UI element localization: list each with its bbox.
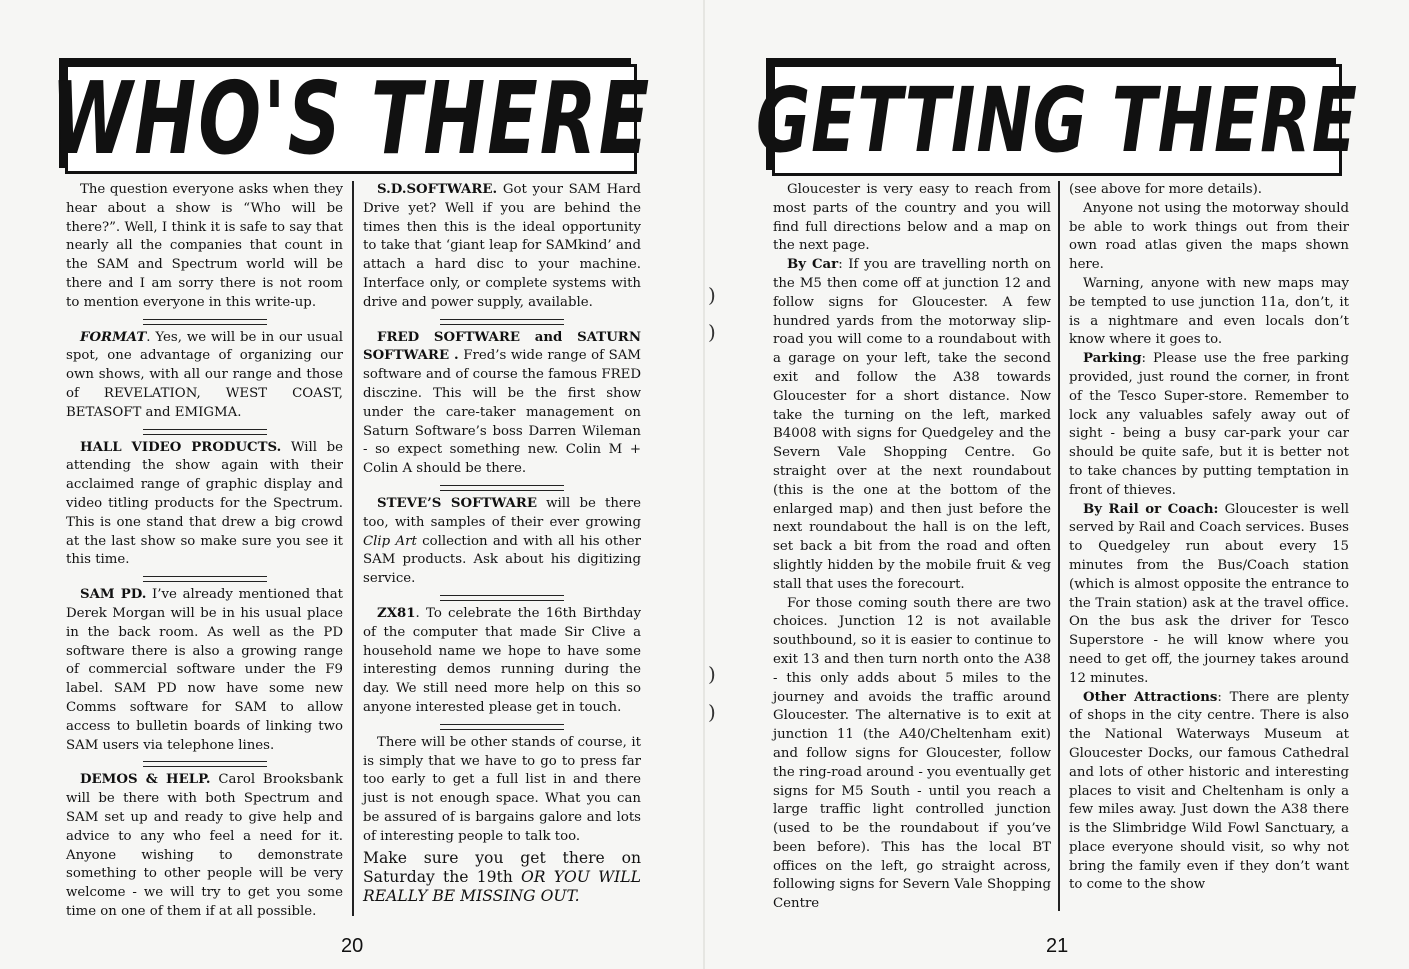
format-paragraph [66, 329, 343, 423]
margin-mark: ) [708, 283, 716, 307]
margin-mark: ) [708, 662, 716, 686]
margin-mark: ) [708, 700, 716, 724]
closing-text: Make sure you get there on Saturday the 19th [363, 848, 641, 886]
left-column-rule [352, 181, 354, 916]
rail-coach-paragraph [1069, 501, 1349, 689]
rail-coach-heading: By Rail or Coach: [1083, 501, 1219, 517]
page-number-left: 20 [341, 935, 364, 957]
attractions-text: : There are plenty of shops in the city centre. There is also the National Waterways Museum at Gloucester Docks, our famous Cathedral and lots of other historic and interesting places to visit and Cheltenham is only a few miles away. Just down the A38 there is the Slimbridge Wild Fowl Sanctuary, a place everyone should visit, so why not bring the family even if they don’t want to come to the show [1069, 689, 1349, 893]
zx81-text: . To celebrate the 16th Birthday of the computer that made Sir Clive a household name we hope to have some interesting demos running during the day. We still need more help on this so anyone interested please get in touch. [363, 605, 641, 715]
zx81-paragraph [363, 605, 641, 718]
by-car-paragraph [773, 256, 1051, 594]
directions-intro: Gloucester is very easy to reach from most parts of the country and you will find full directions below and a map on the next page. [773, 182, 1051, 254]
format-text: . Yes, we will be in our usual spot, one advantage of organizing our own shows, with all our range and those of REVELATION, WEST COAST, BETASOFT and EMIGMA. [66, 329, 343, 420]
rail-coach-text: Gloucester is well served by Rail and Coach services. Buses to Quedgeley run about every 15 minutes from the Bus/Coach station (which is almost opposite the entrance to the Train station) ask at the travel office. On the bus ask the driver for Tesco Superstore - he will know where you need to get off, the journey takes around 12 minutes. [1069, 501, 1349, 686]
hall-video-text: Will be attending the show again with their acclaimed range of graphic display and video titling products for the Spectrum. This is one stand that drew a big crowd at the last show so make sure you see it this time. [66, 439, 343, 568]
right-page-column-1 [773, 181, 1052, 912]
hall-video-paragraph [66, 439, 343, 571]
other-stands-paragraph: There will be other stands of course, it is simply that we have to go to press far too early to get a full list in and there just is not enough space. What you can be assured of is bargains galore and lots of interesting people to talk too. [363, 734, 641, 844]
closing-paragraph [363, 849, 641, 906]
steves-software-paragraph [363, 495, 641, 589]
by-car-heading: By Car [787, 257, 839, 273]
left-page-column-2 [363, 181, 641, 916]
left-page-column-1 [66, 181, 344, 919]
demos-paragraph [66, 771, 343, 921]
section-divider [143, 576, 267, 582]
section-divider [440, 595, 564, 601]
page-gutter [703, 0, 705, 969]
hall-video-heading: HALL VIDEO PRODUCTS. [80, 439, 282, 455]
warning-paragraph: Warning, anyone with new maps may be tempted to use junction 11a, don’t, it is a nightmare and even locals don’t know where it goes to. [1069, 275, 1349, 348]
sam-pd-heading: SAM PD. [80, 587, 147, 603]
section-divider [440, 319, 564, 325]
format-heading: FORMAT [80, 329, 147, 345]
right-column-rule [1058, 181, 1060, 911]
right-page-column-2 [1069, 181, 1349, 901]
clip-art-title: Clip Art [363, 533, 417, 549]
steves-software-heading: STEVE’S SOFTWARE [377, 495, 537, 511]
sd-software-text: Got your SAM Hard Drive yet? Well if you are behind the times then this is the ideal opportunity to take that ‘giant leap for SAMkind’ and attach a hard disc to your machine. Interface only, or complete systems with drive and power supply, available. [363, 182, 641, 310]
motorway-paragraph: Anyone not using the motorway should be able to work things out from their own road atlas given the maps shown here. [1069, 200, 1349, 273]
parking-paragraph [1069, 350, 1349, 500]
parking-heading: Parking [1083, 351, 1142, 367]
demos-heading: DEMOS & HELP. [80, 772, 211, 788]
steves-software-text-1: will be there too, with samples of their ever growing [363, 495, 641, 530]
margin-mark: ) [708, 320, 716, 344]
sd-software-paragraph [363, 181, 641, 313]
closing-emphasis: OR YOU WILL REALLY BE MISSING OUT. [363, 867, 641, 905]
south-paragraph: For those coming south there are two choices. Junction 12 is not available southbound, so it is easier to continue to exit 13 and then turn north onto the A38 - this only adds about 5 miles to the journey and avoids the traffic around Gloucester. The alternative is to exit at junction 11 (the A40/Cheltenham exit) and follow signs for Gloucester, follow the ring-road around - you eventually get signs for M5 South - until you reach a large traffic light controlled junction (used to be the roundabout if you’ve been before). This has the local BT offices on the left, go straight across, following signs for Severn Vale Shopping Centre [773, 595, 1052, 912]
page-number-right: 21 [1046, 935, 1069, 957]
section-divider [143, 429, 267, 435]
demos-text: Carol Brooksbank will be there with both Spectrum and SAM set up and ready to give help and advice to any who feel a need for it. Anyone wishing to demonstrate something to other people will be very welcome - we will try to get you some time on one of them if at all possible. [66, 772, 343, 919]
getting-there-title: GETTING THERE [756, 68, 1359, 172]
whos-there-banner [50, 60, 652, 178]
steves-software-text-2: collection and with all his other SAM products. Ask about his digitizing service. [363, 533, 641, 587]
whos-there-title: WHO'S THERE [50, 60, 652, 178]
sam-pd-paragraph [66, 586, 343, 755]
intro-paragraph: The question everyone asks when they hear about a show is “Who will be there?”. Well, I think it is safe to say that nearly all the companies that count in the SAM and Spectrum world will be there and I am sorry there is not room to mention everyone in this write-up. [66, 182, 343, 310]
zx81-heading: ZX81 [377, 605, 416, 621]
section-divider [440, 485, 564, 491]
fred-software-text: Fred’s wide range of SAM software and of course the famous FRED disczine. This will be the first show under the care-taker management on Saturn Software’s boss Darren Wileman - so expect something new. Colin M + Colin A should be there. [363, 348, 641, 477]
sd-software-heading: S.D.SOFTWARE. [377, 182, 498, 197]
fred-software-heading: FRED SOFTWARE and SATURN SOFTWARE . [363, 329, 641, 364]
fred-software-paragraph [363, 329, 641, 479]
continued-text: (see above for more details). [1069, 182, 1262, 197]
attractions-heading: Other Attractions [1083, 689, 1218, 705]
section-divider [143, 319, 267, 325]
attractions-paragraph [1069, 689, 1349, 896]
parking-text: : Please use the free parking provided, just round the corner, in front of the Tesco Super-store. Remember to lock any valuables safely away out of sight - being a busy car-park your car should be quite safe, but it is better not to take chances by putting temptation in front of thieves. [1069, 351, 1349, 498]
section-divider [440, 724, 564, 730]
by-car-text: : If you are travelling north on the M5 then come off at junction 12 and follow signs for Gloucester. A few hundred yards from the motorway slip-road you will come to a roundabout with a garage on your left, take the second exit and follow the A38 towards Gloucester for a short distance. Now take the turning on the left, marked B4008 with signs for Quedgeley and the Severn Vale Shopping Centre. Go straight over at the next roundabout (this is the one at the bottom of the enlarged map) and then just before the next roundabout the hall is on the left, set back a bit from the road and often slightly hidden by the mobile fruit & veg stall that uses the forecourt. [773, 257, 1051, 592]
getting-there-banner [756, 64, 1359, 176]
section-divider [143, 761, 267, 767]
sam-pd-text: I’ve already mentioned that Derek Morgan will be in his usual place in the back room. As well as the PD software there is also a growing range of commercial software under the F9 label. SAM PD now have some new Comms software for SAM to allow access to bulletin boards of linking two SAM users via telephone lines. [66, 587, 344, 753]
